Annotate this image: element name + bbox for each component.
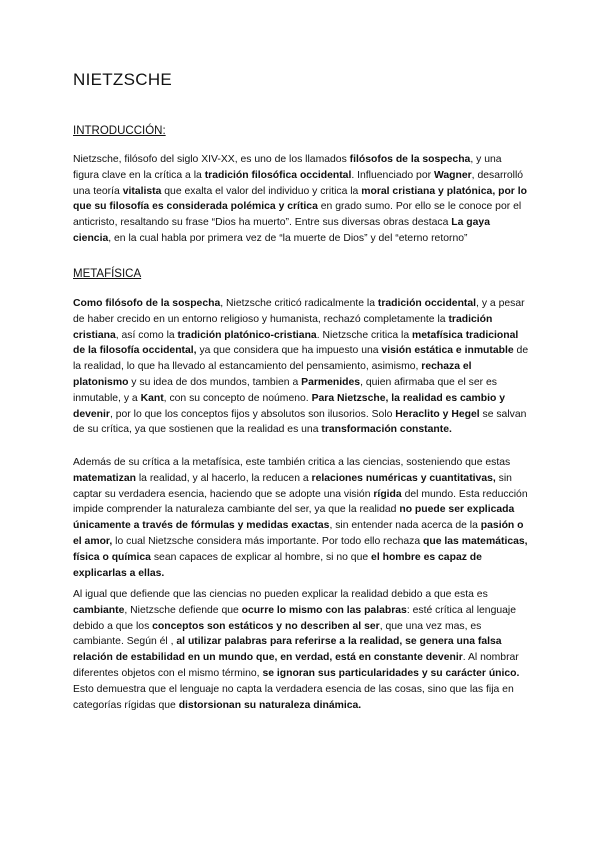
bold-text: tradición filosófica occidental [204, 169, 352, 181]
text-run: , en la cual habla por primera vez de “la muerte de Dios” y del “eterno retorno” [108, 232, 468, 244]
bold-text: metafísica tradicional de la filosofía occidental, [73, 329, 519, 357]
text-run: . Nietzsche critica la [316, 329, 412, 341]
section-heading-metafisica: METAFÍSICA [73, 268, 142, 280]
text-run: se salvan de su crítica, ya que sostienen que la realidad es una [73, 408, 527, 436]
text-run: en grado sumo. Por ello se le conoce por el anticristo, resaltando su frase “Dios ha muerto”. Entre sus diversas obras destaca [73, 201, 522, 229]
bold-text: ocurre lo mismo con las palabras [241, 604, 407, 616]
bold-text: tradición platónico-cristiana [177, 329, 317, 341]
text-run: , que una vez mas, es cambiante. Según él , [73, 620, 482, 648]
text-run: y su idea de dos mundos, tambien a [128, 376, 302, 388]
bold-text: tradición cristiana [73, 313, 493, 341]
text-run: la realidad, y al hacerlo, la reducen a [135, 472, 312, 484]
bold-text: Como filósofo de la sospecha [73, 298, 221, 309]
bold-text: al utilizar palabras para referirse a la realidad, se genera una falsa relación de estabilidad en un mundo que, en verdad, está en constante devenir [73, 636, 502, 664]
bold-text: relaciones numéricas y cuantitativas, [311, 472, 496, 484]
section-heading-introduccion: INTRODUCCIÓN: [73, 125, 166, 137]
paragraph [73, 587, 529, 713]
bold-text: moral cristiana y platónica, por lo que su filosofía es considerada polémica y crítica [73, 185, 527, 213]
text-run: de la realidad, lo que ha llevado al estancamiento del pensamiento, asimismo, [73, 345, 529, 373]
bold-text: cambiante [73, 604, 125, 616]
text-run: , desarrolló una teoría [73, 169, 524, 197]
bold-text: rechaza el platonismo [73, 361, 472, 388]
text-run: Esto demuestra que el lenguaje no capta la verdadera esencia de las cosas, sino que las fija en categorías rígidas que [73, 683, 514, 711]
bold-text: visión estática e inmutable [381, 345, 514, 357]
bold-text: matematizan [73, 472, 136, 484]
text-run: . Al nombrar diferentes objetos con el mismo término, [73, 652, 519, 679]
bold-text: Kant [140, 392, 164, 404]
text-run: , y una figura clave en la crítica a la [73, 154, 502, 181]
text-run: Además de su crítica a la metafísica, este también critica a las ciencias, sosteniendo que estas [73, 457, 511, 468]
text-run: que exalta el valor del individuo y critica la [161, 185, 362, 197]
text-run: sin captar su verdadera esencia, haciendo que se adopte una visión [73, 472, 512, 500]
bold-text: distorsionan su naturaleza dinámica. [178, 699, 362, 711]
bold-text: rígida [373, 488, 402, 500]
bold-text: se ignoran sus particularidades y su carácter único. [262, 667, 520, 679]
bold-text: el hombre es capaz de explicarlas a ellas. [73, 551, 482, 579]
bold-text: vitalista [122, 185, 162, 197]
text-run: , sin entender nada acerca de la [329, 520, 481, 532]
text-run: ya que considera que ha impuesto una [196, 345, 382, 357]
text-run: , quien afirmaba que el ser es inmutable, y a [73, 376, 497, 404]
bold-text: Parmenides [301, 376, 361, 388]
paragraph [73, 296, 529, 438]
bold-text: conceptos son estáticos y no describen al ser [152, 620, 380, 632]
bold-text: tradición occidental [377, 298, 477, 309]
text-run: del mundo. Esta reducción impide comprender la naturaleza cambiante del ser, ya que la realidad [73, 488, 528, 516]
bold-text: La gaya ciencia [73, 217, 490, 244]
bold-text: filósofos de la sospecha [349, 154, 471, 165]
text-run: Nietzsche, filósofo del siglo XIV-XX, es uno de los llamados [73, 154, 350, 165]
bold-text: Para Nietzsche, la realidad es cambio y devenir [73, 392, 506, 420]
bold-text: transformación constante. [321, 424, 452, 436]
text-run: . Influenciado por [351, 169, 434, 181]
bold-text: no puede ser explicada únicamente a través de fórmulas y medidas exactas [73, 504, 515, 532]
bold-text: Wagner [433, 169, 472, 181]
paragraph [73, 152, 529, 247]
bold-text: pasión o el amor, [73, 520, 524, 547]
text-run: sean capaces de explicar al hombre, si no que [150, 551, 372, 563]
bold-text: que las matemáticas, física o química [73, 535, 528, 563]
text-run: , con su concepto de noúmeno. [163, 392, 312, 404]
document-title: NIETZSCHE [73, 70, 173, 89]
paragraph [73, 455, 529, 581]
text-run: Al igual que defiende que las ciencias no pueden explicar la realidad debido a que esta es [73, 589, 488, 600]
text-run: , Nietzsche defiende que [124, 604, 242, 616]
text-run: , así como la [115, 329, 178, 341]
text-run: , Nietzsche criticó radicalmente la [220, 298, 378, 309]
text-run: , y a pesar de haber crecido en un entorno religioso y humanista, rechazó completamente la [73, 298, 525, 325]
text-run: , por lo que los conceptos fijos y absolutos son ilusorios. Solo [109, 408, 396, 420]
bold-text: Heraclito y Hegel [395, 408, 480, 420]
text-run: lo cual Nietzsche considera más importante. Por todo ello rechaza [112, 535, 424, 547]
text-run: : esté crítica al lenguaje debido a que los [73, 604, 516, 632]
